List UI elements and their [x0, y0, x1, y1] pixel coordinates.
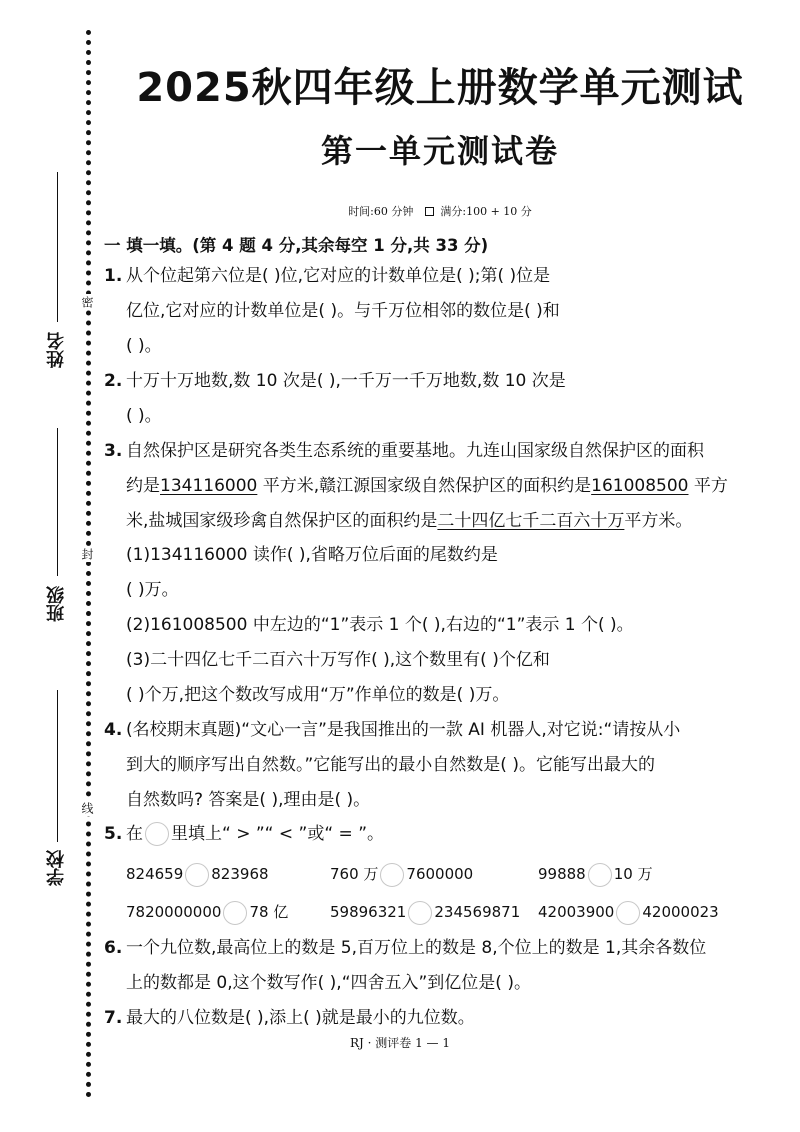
- name-label: 姓名: [46, 332, 67, 368]
- school-line: [57, 690, 58, 842]
- question-3-part-3-line-1: (3)二十四亿七千二百六十万写作( ),这个数里有( )个亿和: [126, 650, 550, 670]
- question-1-line-2: 亿位,它对应的计数单位是( )。与千万位相邻的数位是( )和: [126, 301, 560, 321]
- page-footer: RJ · 测评卷 1 — 1: [349, 1036, 450, 1050]
- question-3-line-2: [126, 474, 746, 498]
- answer-circle[interactable]: [588, 863, 612, 887]
- question-number: 7.: [104, 1008, 123, 1028]
- question-1-line-3: ( )。: [126, 336, 162, 356]
- section-heading: 一 填一填。(第 4 题 4 分,其余每空 1 分,共 33 分): [104, 236, 489, 255]
- right-value: 7600000: [406, 865, 474, 883]
- comparison-item: [330, 862, 473, 887]
- text: 约是: [126, 476, 160, 496]
- area-number-3: 二十四亿七千二百六十万: [437, 511, 625, 531]
- question-text: 自然保护区是研究各类生态系统的重要基地。九连山国家级自然保护区的面积: [126, 441, 704, 461]
- seal-char-feng: 封: [80, 548, 94, 560]
- question-2-line-2: ( )。: [126, 406, 162, 426]
- question-3-part-3-line-2: ( )个万,把这个数改写成用“万”作单位的数是( )万。: [126, 685, 510, 705]
- answer-circle[interactable]: [223, 901, 247, 925]
- comparison-item: [538, 862, 653, 887]
- text: 平方米,赣江源国家级自然保护区的面积约是: [257, 476, 592, 496]
- question-2-line-1: [104, 369, 724, 393]
- answer-circle[interactable]: [185, 863, 209, 887]
- left-value: 42003900: [538, 903, 615, 921]
- question-text: 十万十万地数,数 10 次是( ),一千万一千万地数,数 10 次是: [126, 371, 566, 391]
- binding-dotted-line: [86, 30, 91, 1098]
- question-number: 5.: [104, 824, 123, 844]
- comparison-item: [538, 900, 719, 925]
- text: 在: [126, 824, 143, 844]
- right-value: 823968: [211, 865, 269, 883]
- left-value: 99888: [538, 865, 586, 883]
- question-1-line-1: [104, 264, 724, 288]
- question-text: 一个九位数,最高位上的数是 5,百万位上的数是 8,个位上的数是 1,其余各数位: [126, 938, 707, 958]
- question-number: 4.: [104, 720, 123, 740]
- text: 米,盐城国家级珍禽自然保护区的面积约是: [126, 511, 438, 531]
- school-label: 学校: [46, 850, 67, 886]
- question-3-line-3: [126, 509, 746, 533]
- text: 里填上“ > ”“ < ”或“ = ”。: [171, 824, 384, 844]
- right-value: 42000023: [642, 903, 719, 921]
- answer-circle[interactable]: [616, 901, 640, 925]
- question-number: 2.: [104, 371, 123, 391]
- page-subtitle: 第一单元测试卷: [320, 132, 559, 170]
- question-text: 从个位起第六位是( )位,它对应的计数单位是( );第( )位是: [126, 266, 551, 286]
- comparison-item: [126, 900, 288, 925]
- question-3-part-2: (2)161008500 中左边的“1”表示 1 个( ),右边的“1”表示 1 个( )。: [126, 615, 634, 635]
- area-number-1: 134116000: [160, 476, 258, 496]
- question-6-line-2: 上的数都是 0,这个数写作( ),“四舍五入”到亿位是( )。: [126, 973, 531, 993]
- question-4-line-2: 到大的顺序写出自然数。”它能写出的最小自然数是( )。它能写出最大的: [126, 755, 655, 775]
- seal-char-mi: 密: [80, 296, 94, 308]
- area-number-2: 161008500: [591, 476, 689, 496]
- left-value: 824659: [126, 865, 184, 883]
- question-5-line-1: [104, 822, 724, 846]
- right-value: 234569871: [434, 903, 521, 921]
- question-3-part-1-line-2: ( )万。: [126, 580, 179, 600]
- right-value: 78 亿: [249, 903, 289, 921]
- question-7-line-1: [104, 1006, 724, 1030]
- class-line: [57, 428, 58, 576]
- left-value: 7820000000: [126, 903, 222, 921]
- name-line: [57, 172, 58, 322]
- class-label: 班级: [46, 586, 67, 622]
- question-3-part-1-line-1: (1)134116000 读作( ),省略万位后面的尾数约是: [126, 545, 498, 565]
- comparison-item: [330, 900, 520, 925]
- question-6-line-1: [104, 936, 724, 960]
- question-number: 6.: [104, 938, 123, 958]
- question-number: 1.: [104, 266, 123, 286]
- full-score: 满分:100 + 10 分: [440, 205, 532, 218]
- text: 平方: [688, 476, 728, 496]
- question-number: 3.: [104, 441, 123, 461]
- question-4-line-3: 自然数吗? 答案是( ),理由是( )。: [126, 790, 371, 810]
- page-title: 2025秋四年级上册数学单元测试: [136, 65, 744, 111]
- text: 平方米。: [624, 511, 693, 531]
- answer-circle[interactable]: [408, 901, 432, 925]
- time-limit: 时间:60 分钟: [348, 205, 414, 218]
- question-text: 最大的八位数是( ),添上( )就是最小的九位数。: [126, 1008, 475, 1028]
- answer-circle[interactable]: [380, 863, 404, 887]
- seal-char-xian: 线: [80, 802, 94, 814]
- question-text: (名校期末真题)“文心一言”是我国推出的一款 AI 机器人,对它说:“请按从小: [126, 720, 681, 740]
- left-value: 760 万: [330, 865, 379, 883]
- question-3-line-1: [104, 439, 724, 463]
- right-value: 10 万: [613, 865, 653, 883]
- question-4-line-1: [104, 718, 724, 742]
- left-value: 59896321: [330, 903, 407, 921]
- exam-meta: [100, 203, 780, 219]
- comparison-item: [126, 862, 269, 887]
- compare-circle-icon: [145, 822, 169, 846]
- checkbox-icon: [425, 207, 434, 216]
